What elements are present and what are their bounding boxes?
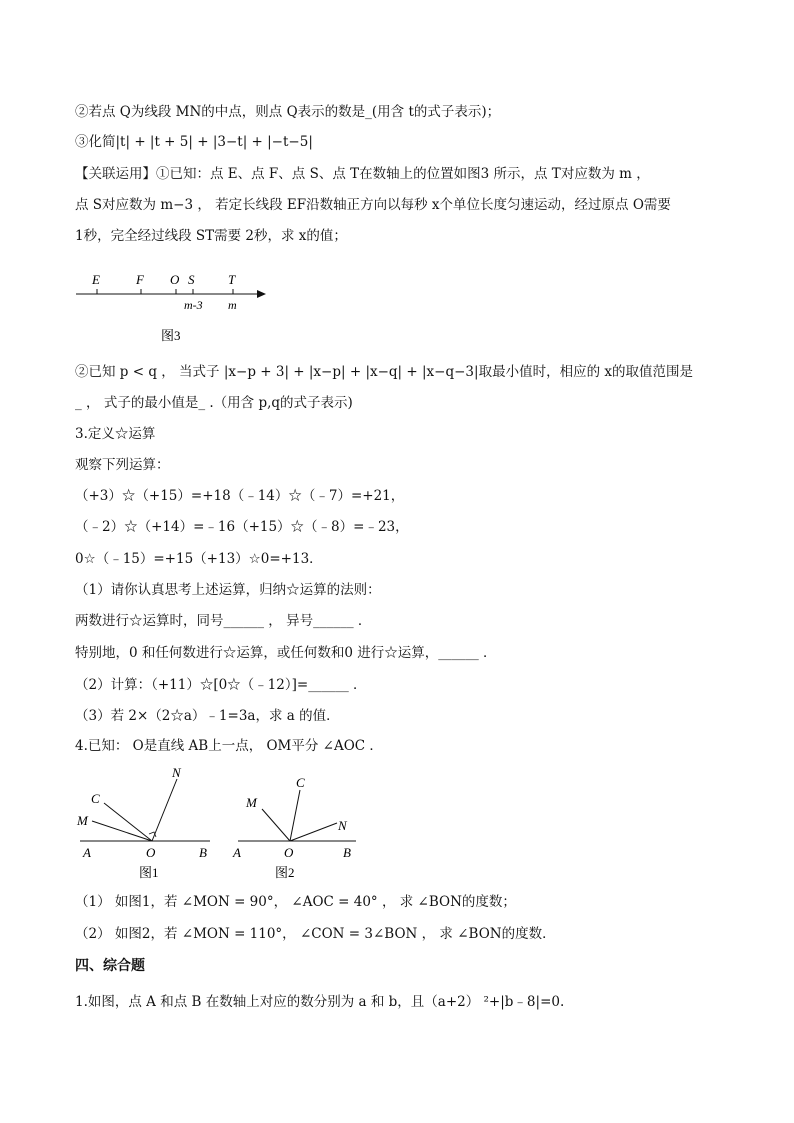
figure-2-angles [230,765,375,885]
text-line: 点 S对应数为 m−3 ， 若定长线段 EF沿数轴正方向以每秒 x个单位长度匀速运动，经过原点 O需要 [75,197,671,213]
point-label: A [83,845,91,860]
text-line: ②已知 p < q ， 当式子 |x−p + 3| + |x−p| + |x−q| + |x−q−3|取最小值时，相应的 x的取值范围是 [75,364,693,380]
text-line: （1） 如图1，若 ∠MON = 90°， ∠AOC = 40° ， 求 ∠BON的度数； [75,894,516,910]
text-line: 3.定义☆运算 [75,426,156,442]
point-label: C [296,775,305,790]
tick-label: m-3 [184,298,203,312]
point-label: M [77,813,88,828]
text-line: 特别地，0 和任何数进行☆运算，或任何数和0 进行☆运算，______ ． [75,645,497,661]
figure-caption: 图1 [139,865,159,880]
point-label: O [146,845,156,860]
text-line: 观察下列运算： [75,457,170,473]
point-label: T [228,272,236,287]
text-line: （2）计算：（+11）☆[0☆（﹣12）]=______ ． [75,677,367,693]
figure-3-number-line [70,268,280,348]
text-line: _ ， 式子的最小值是_ .（用含 p,q的式子表示) [75,395,353,411]
point-label: A [233,845,241,860]
point-label: B [343,845,351,860]
text-line: ②若点 Q为线段 MN的中点，则点 Q表示的数是_(用含 t的式子表示)； [75,104,501,120]
point-label: E [92,272,100,287]
point-label: C [91,791,100,806]
text-line: 4.已知： O是直线 AB上一点， OM平分 ∠AOC ． [75,738,383,754]
point-label: M [246,795,257,810]
figure-caption: 图3 [161,328,181,343]
point-label: N [338,818,347,833]
tick-label: m [228,298,237,312]
point-label: O [284,845,294,860]
figure-caption: 图2 [275,865,295,880]
point-label: F [136,272,144,287]
text-line: （﹣2）☆（+14）=﹣16（+15）☆（﹣8）=﹣23， [75,519,409,535]
text-line: 【关联运用】①已知：点 E、点 F、点 S、点 T在数轴上的位置如图3 所示，点 T对应数为 m ， [75,166,650,182]
text-line: （1）请你认真思考上述运算，归纳☆运算的法则： [75,582,381,598]
point-label: N [172,765,181,780]
text-line: （3）若 2×（2☆a）﹣1=3a，求 a 的值． [75,708,340,724]
section-heading: 四、综合题 [75,958,145,974]
point-label: O [170,272,180,287]
point-label: B [199,845,207,860]
text-line: （2） 如图2，若 ∠MON = 110°， ∠CON = 3∠BON ， 求 ∠BON的度数． [75,926,556,942]
text-line: ③化简|t| + |t + 5| + |3−t| + |−t−5| [75,134,313,150]
text-line: 1秒，完全经过线段 ST需要 2秒，求 x的值； [75,228,347,244]
text-line: 两数进行☆运算时，同号______ ， 异号______ ． [75,613,372,629]
point-label: S [188,272,195,287]
text-line: （+3）☆（+15）=+18（﹣14）☆（﹣7）=+21， [75,488,405,504]
text-line: 1.如图，点 A 和点 B 在数轴上对应的数分别为 a 和 b，且（a+2） ²+|b﹣8|=0. [75,994,565,1010]
text-line: 0☆（﹣15）=+15（+13）☆0=+13． [75,551,323,567]
figure-1-angles [75,765,220,885]
